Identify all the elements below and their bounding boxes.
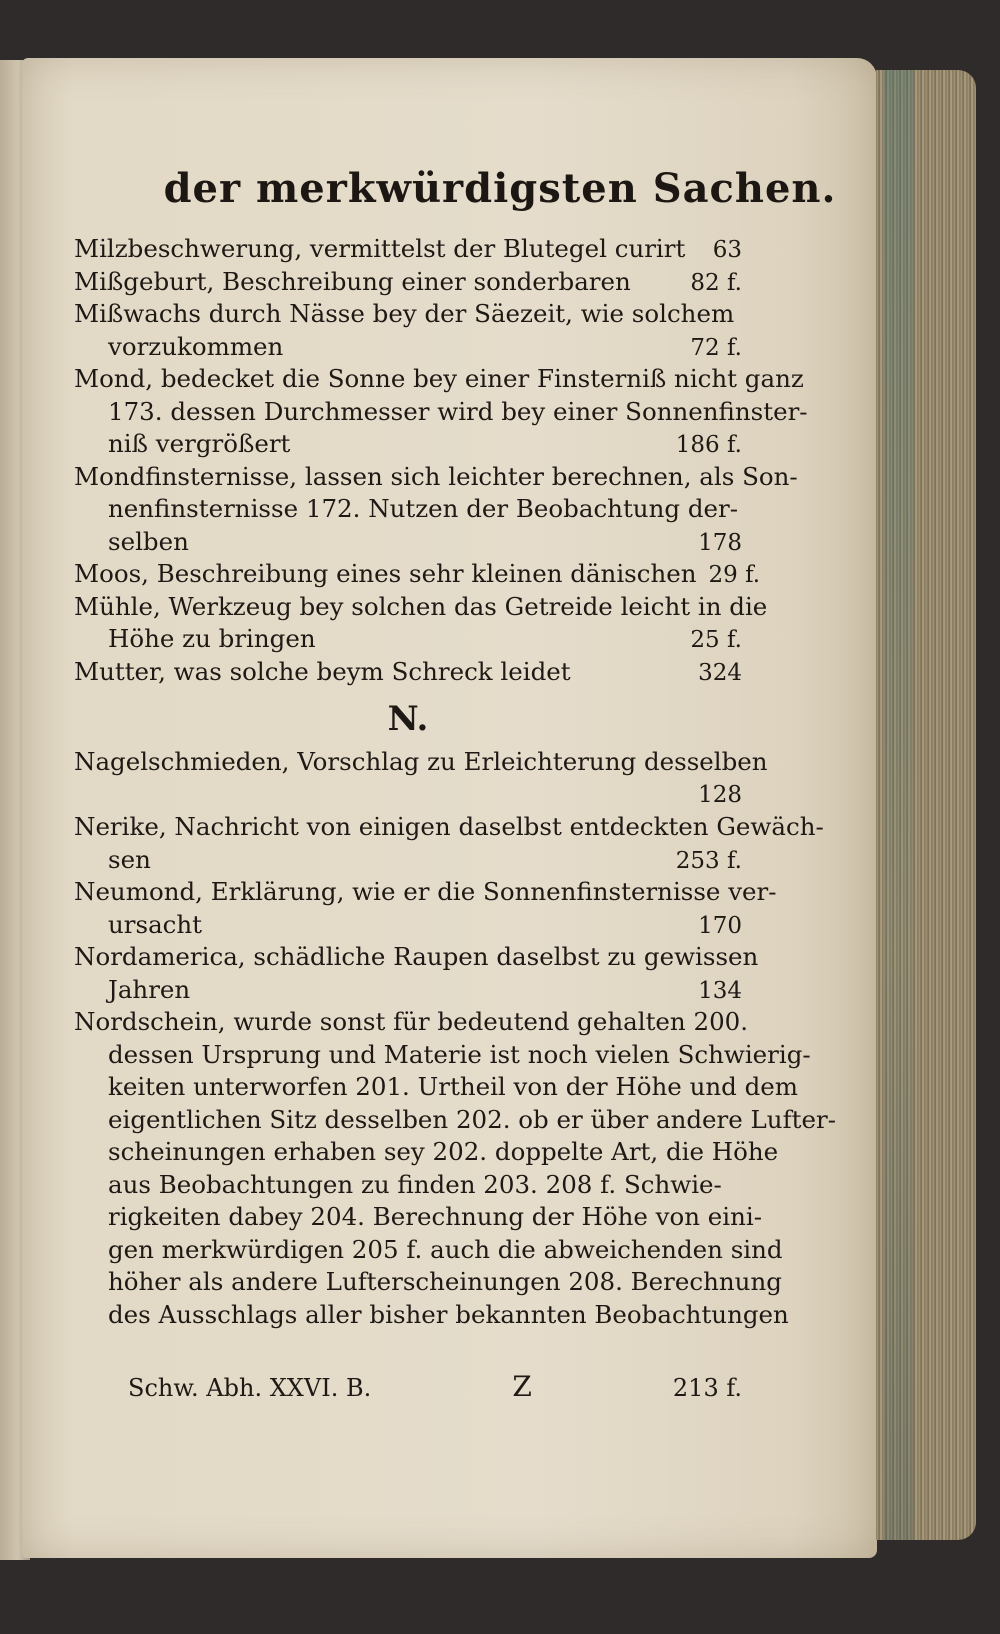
entry-text: Höhe zu bringen [108,624,316,653]
entry-text: sen [108,844,151,874]
entry-text: dessen Ursprung und Materie ist noch vielen Schwierig- [108,1039,811,1069]
entry-page-number: 63 [712,237,742,263]
index-entry [74,558,761,591]
index-entry [74,461,798,559]
entry-text: des Ausschlags aller bisher bekannten Beobachtungen [108,1299,789,1329]
index-entry [74,656,742,689]
entry-line [74,909,742,942]
entry-line [74,1136,779,1169]
entry-text: nenfinsternisse 172. Nutzen der Beobachtung der- [108,494,739,523]
entry-page-number: 134 [698,977,742,1004]
entry-page-number: 324 [698,659,742,686]
entry-text: Mond, bedecket die Sonne bey einer Finsterniß nicht ganz [74,364,804,393]
entry-line [74,558,761,591]
entry-text: ursacht [108,909,203,939]
entry-line [74,526,742,559]
index-entry [74,591,768,656]
entry-text: Milzbeschwerung, vermittelst der Blutegel curirt [74,234,686,263]
entry-text: 173. dessen Durchmesser wird bey einer Sonnenfinster- [108,396,808,426]
entry-text: selben [108,526,189,556]
index-entry [74,298,742,363]
entry-line [74,1039,811,1072]
entry-page-number: 82 f. [690,269,742,296]
index-entry [74,876,777,941]
entry-line [74,623,742,656]
entry-line [74,1071,799,1104]
entry-line [74,779,742,812]
page-footer [128,1370,742,1403]
index-entries [74,233,836,1331]
entry-page-number: 72 f. [690,334,742,361]
entry-page-number: 178 [698,529,742,556]
entry-line [74,363,804,396]
entry-line [74,1234,783,1267]
entry-text: Neumond, Erklärung, wie er die Sonnenfinsternisse ver- [74,877,777,906]
entry-page-number: 25 f. [690,627,742,653]
entry-text: Moos, Beschreibung eines sehr kleinen dänischen [74,559,697,588]
entry-page-number: 128 [698,781,742,808]
entry-text: rigkeiten dabey 204. Berechnung der Höhe von eini- [108,1202,763,1231]
entry-text: Mißgeburt, Beschreibung einer sonderbaren [74,266,631,296]
index-entry [74,811,824,876]
index-group-n [74,746,836,1331]
index-entry [74,233,742,266]
entry-line [74,233,742,266]
entry-page-number: 170 [698,912,742,939]
entry-text: Mühle, Werkzeug bey solchen das Getreide leicht in die [74,591,768,621]
entry-line [74,1169,742,1202]
entry-line [74,1299,789,1332]
index-entry [74,1006,836,1331]
entry-page-number: 253 f. [675,847,742,874]
entry-line [74,428,742,461]
entry-page-number: 29 f. [708,562,761,588]
entry-text: Nerike, Nachricht von einigen daselbst entdeckten Gewäch- [74,812,824,841]
index-entry [74,941,759,1006]
entry-line [74,1201,763,1234]
entry-text: Nordschein, wurde sonst für bedeutend gehalten 200. [74,1007,749,1036]
section-letter: N. [387,699,429,739]
entry-line [74,1104,836,1137]
entry-text: Nagelschmieden, Vorschlag zu Erleichterung desselben [74,747,768,776]
entry-line [74,941,759,974]
entry-line [74,266,742,299]
entry-text: keiten unterworfen 201. Urtheil von der Höhe und dem [108,1072,799,1101]
index-entry [74,746,768,811]
entry-text: Mutter, was solche beym Schreck leidet [74,656,571,686]
entry-line [74,396,808,429]
index-group-m [74,233,808,688]
entry-line [74,746,768,779]
entry-line [74,1266,782,1299]
entry-line [74,493,742,526]
book-fore-edge [876,70,976,1540]
entry-text: Mondfinsternisse, lassen sich leichter berechnen, als Son- [74,461,798,491]
entry-line [74,656,742,689]
entry-line [74,974,742,1007]
entry-line [74,844,742,877]
entry-page-number: 186 f. [675,432,742,458]
entry-text: höher als andere Lufterscheinungen 208. Berechnung [108,1267,782,1296]
entry-text: vorzukommen [108,331,284,361]
entry-text: Nordamerica, schädliche Raupen daselbst zu gewissen [74,942,759,971]
page-header: der merkwürdigsten Sachen. [163,165,837,212]
entry-text: eigentlichen Sitz desselben 202. ob er über andere Lufter- [108,1104,836,1134]
entry-text: niß vergrößert [108,429,291,458]
index-entry [74,363,808,461]
entry-text: Mißwachs durch Nässe bey der Säezeit, wie solchem [74,299,735,328]
entry-line [74,1006,749,1039]
entry-text: gen merkwürdigen 205 f. auch die abweichenden sind [108,1234,783,1264]
entry-line [74,331,742,364]
index-entry [74,266,742,299]
entry-line [74,298,742,331]
entry-line [74,876,777,909]
signature-mark: Z [512,1370,532,1403]
entry-line [74,461,798,494]
footer-page-ref: 213 f. [672,1374,742,1402]
entry-text: scheinungen erhaben sey 202. doppelte Art, die Höhe [108,1137,779,1166]
entry-line [74,591,768,624]
entry-line [74,811,824,844]
entry-text: aus Beobachtungen zu finden 203. 208 f. Schwie- [108,1169,722,1199]
footer-volume: Schw. Abh. XXVI. B. [128,1374,372,1402]
entry-text: Jahren [108,974,191,1004]
